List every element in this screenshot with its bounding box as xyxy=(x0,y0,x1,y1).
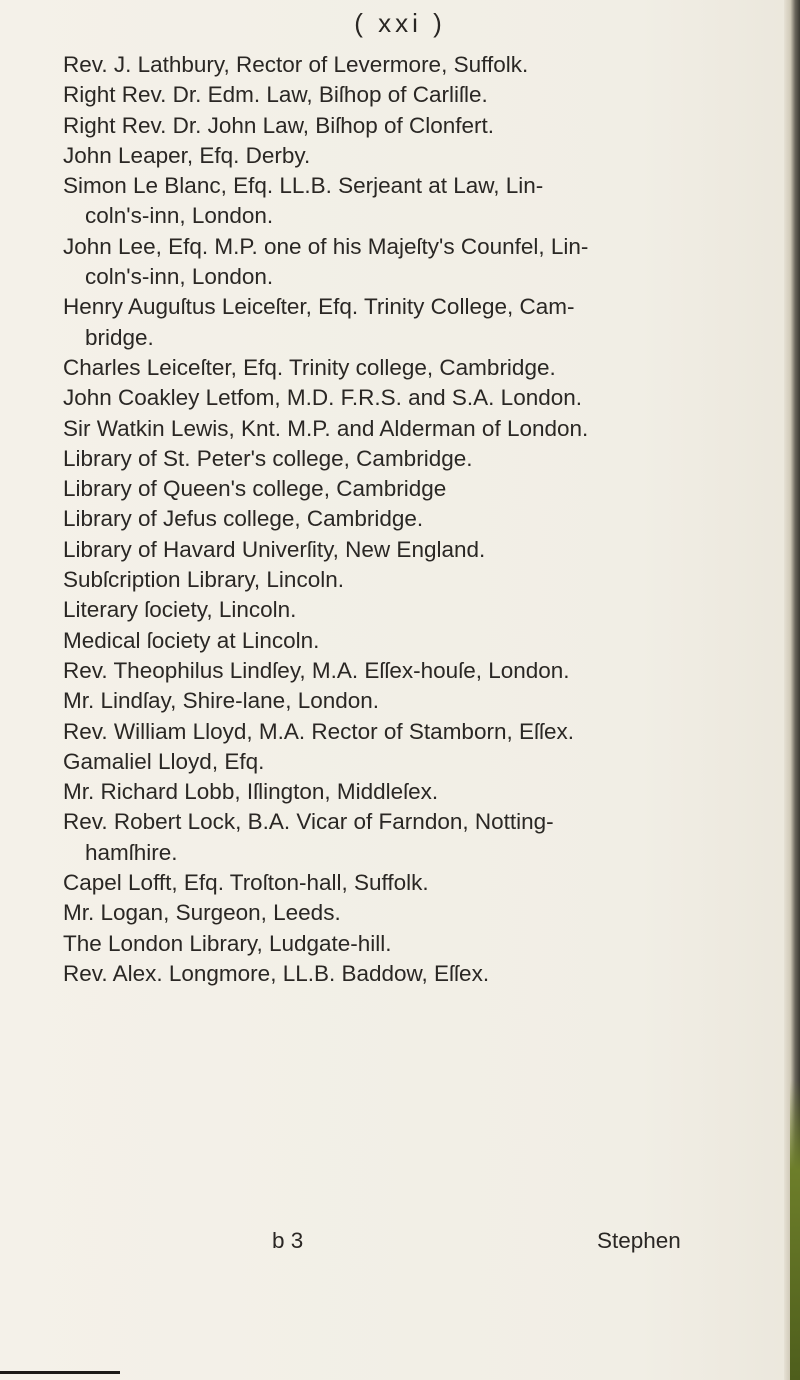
list-item: John Coakley Letfom, M.D. F.R.S. and S.A. London. xyxy=(63,385,583,411)
list-item: Library of St. Peter's college, Cambridge. xyxy=(63,445,473,471)
list-item: Mr. Richard Lobb, Iſlington, Middleſex. xyxy=(63,779,439,805)
list-item: Henry Auguſtus Leiceſter, Efq. Trinity College, Cam- bridge. xyxy=(63,294,575,350)
list-item: Medical ſociety at Lincoln. xyxy=(63,627,320,653)
list-item: Charles Leiceſter, Efq. Trinity college, Cambridge. xyxy=(63,354,556,380)
list-item: Gamaliel Lloyd, Efq. xyxy=(63,748,265,774)
list-item: Literary ſociety, Lincoln. xyxy=(63,597,297,623)
catchword: Stephen xyxy=(597,1228,681,1253)
list-item: Subſcription Library, Lincoln. xyxy=(63,567,344,593)
list-item: Simon Le Blanc, Efq. LL.B. Serjeant at Law, Lin- coln's-inn, London. xyxy=(63,173,544,229)
signature-mark: b 3 xyxy=(272,1228,304,1253)
list-item: Mr. Logan, Surgeon, Leeds. xyxy=(63,900,341,926)
list-item: John Lee, Efq. M.P. one of his Majeſty's Counfel, Lin- coln's-inn, London. xyxy=(63,233,589,290)
page-header: ( xxi ) xyxy=(354,8,446,38)
list-item: The London Library, Ludgate-hill. xyxy=(63,930,392,956)
list-item: Library of Havard Univerſity, New England. xyxy=(63,536,486,562)
list-item: Right Rev. Dr. John Law, Biſhop of Clonfert. xyxy=(63,112,495,138)
binding-edge xyxy=(790,1080,800,1380)
list-item: Sir Watkin Lewis, Knt. M.P. and Alderman of London. xyxy=(63,415,589,441)
list-item: Rev. William Lloyd, M.A. Rector of Stamborn, Eſſex. xyxy=(63,718,574,744)
list-item: Library of Jefus college, Cambridge. xyxy=(63,506,424,532)
list-item: John Leaper, Efq. Derby. xyxy=(63,142,311,168)
list-item: Library of Queen's college, Cambridge xyxy=(63,476,447,502)
list-item: Mr. Lindſay, Shire-lane, London. xyxy=(63,688,380,714)
list-item: Capel Lofft, Efq. Troſton-hall, Suffolk. xyxy=(63,870,429,896)
list-item: Rev. Robert Lock, B.A. Vicar of Farndon, Notting- hamſhire. xyxy=(63,809,554,865)
subscriber-list xyxy=(63,50,743,989)
list-item: Rev. Alex. Longmore, LL.B. Baddow, Eſſex. xyxy=(63,960,490,986)
list-item: Rev. J. Lathbury, Rector of Levermore, Suffolk. xyxy=(63,52,529,77)
list-item: Rev. Theophilus Lindſey, M.A. Eſſex-houſe, London. xyxy=(63,657,570,683)
list-item: Right Rev. Dr. Edm. Law, Biſhop of Carliſle. xyxy=(63,82,488,108)
bottom-rule xyxy=(0,1371,120,1374)
